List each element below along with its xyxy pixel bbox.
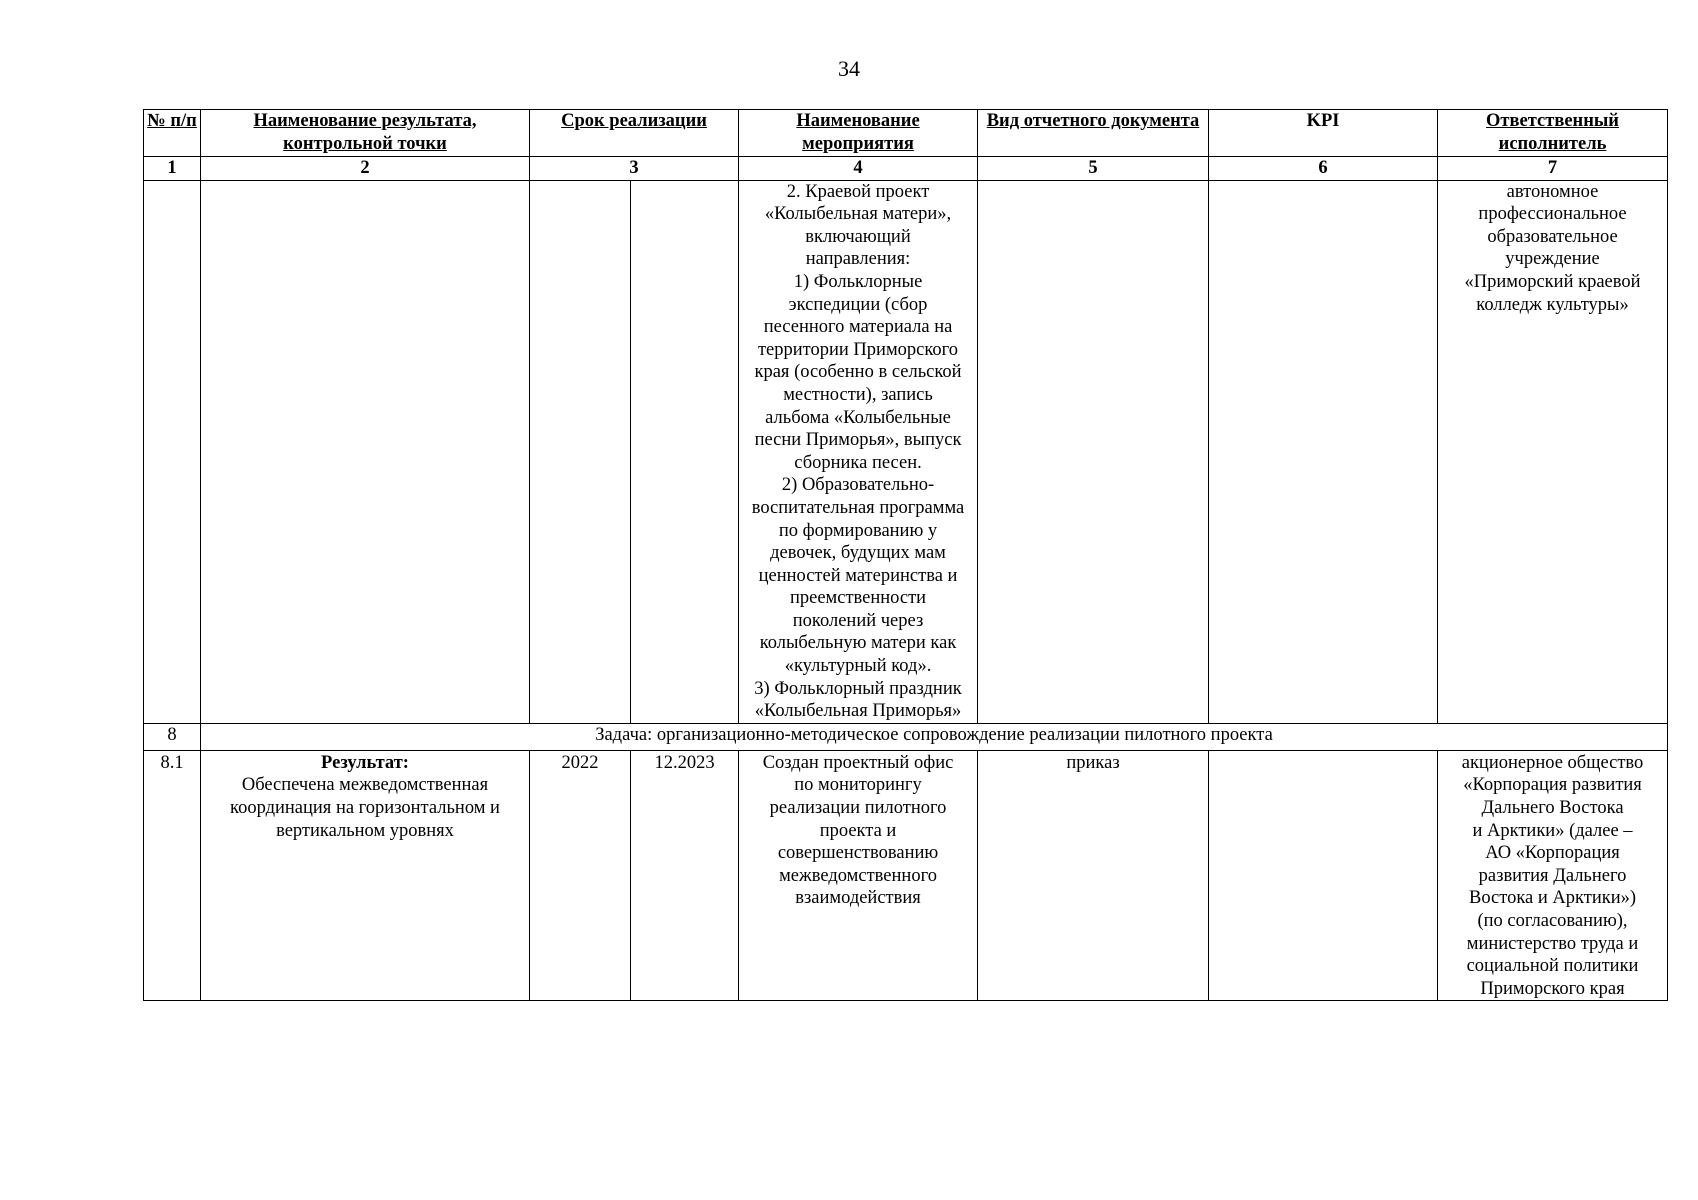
result-row bbox=[144, 750, 1668, 1001]
header-kpi: KPI bbox=[1209, 110, 1438, 157]
header-term: Срок реализации bbox=[530, 110, 739, 157]
start-year-cell: 2022 bbox=[530, 750, 631, 1001]
responsible-cell: акционерное общество «Корпорация развития Дальнего Востока и Арктики» (далее – АО «Корпорация развития Дальнего Востока и Арктики») (по согласованию), министерство труда и социальной политики Приморского края bbox=[1438, 750, 1668, 1001]
empty-cell bbox=[144, 180, 201, 723]
row-number: 8.1 bbox=[144, 750, 201, 1001]
kpi-cell bbox=[1209, 750, 1438, 1001]
column-number-row bbox=[144, 157, 1668, 181]
column-number: 7 bbox=[1438, 157, 1668, 181]
header-number: № п/п bbox=[144, 110, 201, 157]
document-cell: приказ bbox=[978, 750, 1209, 1001]
empty-cell bbox=[530, 180, 631, 723]
empty-cell bbox=[631, 180, 739, 723]
task-number: 8 bbox=[144, 723, 201, 750]
column-number: 4 bbox=[739, 157, 978, 181]
page-number: 34 bbox=[838, 56, 860, 81]
column-number: 1 bbox=[144, 157, 201, 181]
result-text: Обеспечена межведомственная координация на горизонтальном и вертикальном уровнях bbox=[230, 775, 500, 841]
task-row bbox=[144, 723, 1668, 750]
task-text: Задача: организационно-методическое сопровождение реализации пилотного проекта bbox=[201, 723, 1668, 750]
column-number: 6 bbox=[1209, 157, 1438, 181]
result-cell bbox=[201, 750, 530, 1001]
plan-table bbox=[143, 109, 1668, 1001]
empty-cell bbox=[1209, 180, 1438, 723]
header-event: Наименование мероприятия bbox=[739, 110, 978, 157]
header-result: Наименование результата, контрольной точки bbox=[201, 110, 530, 157]
empty-cell bbox=[201, 180, 530, 723]
header-responsible: Ответственный исполнитель bbox=[1438, 110, 1668, 157]
header-row bbox=[144, 110, 1668, 157]
result-label: Результат: bbox=[321, 752, 409, 773]
event-cell: 2. Краевой проект «Колыбельная матери», включающий направления: 1) Фольклорные экспедиции (сбор песенного материала на территории Приморского края (особенно в сельской местности), запись альбома «Колыбельные песни Приморья», выпуск сборника песен. 2) Образовательно- воспитательная программа по формированию у девочек, будущих мам ценностей материнства и преемственности поколений через колыбельную матери как «культурный код». 3) Фольклорный праздник «Колыбельная Приморья» bbox=[739, 180, 978, 723]
end-date-cell: 12.2023 bbox=[631, 750, 739, 1001]
header-document: Вид отчетного документа bbox=[978, 110, 1209, 157]
continuation-row bbox=[144, 180, 1668, 723]
column-number: 3 bbox=[530, 157, 739, 181]
responsible-cell: автономное профессиональное образовательное учреждение «Приморский краевой колледж культуры» bbox=[1438, 180, 1668, 723]
column-number: 2 bbox=[201, 157, 530, 181]
column-number: 5 bbox=[978, 157, 1209, 181]
empty-cell bbox=[978, 180, 1209, 723]
event-cell: Создан проектный офис по мониторингу реализации пилотного проекта и совершенствованию межведомственного взаимодействия bbox=[739, 750, 978, 1001]
